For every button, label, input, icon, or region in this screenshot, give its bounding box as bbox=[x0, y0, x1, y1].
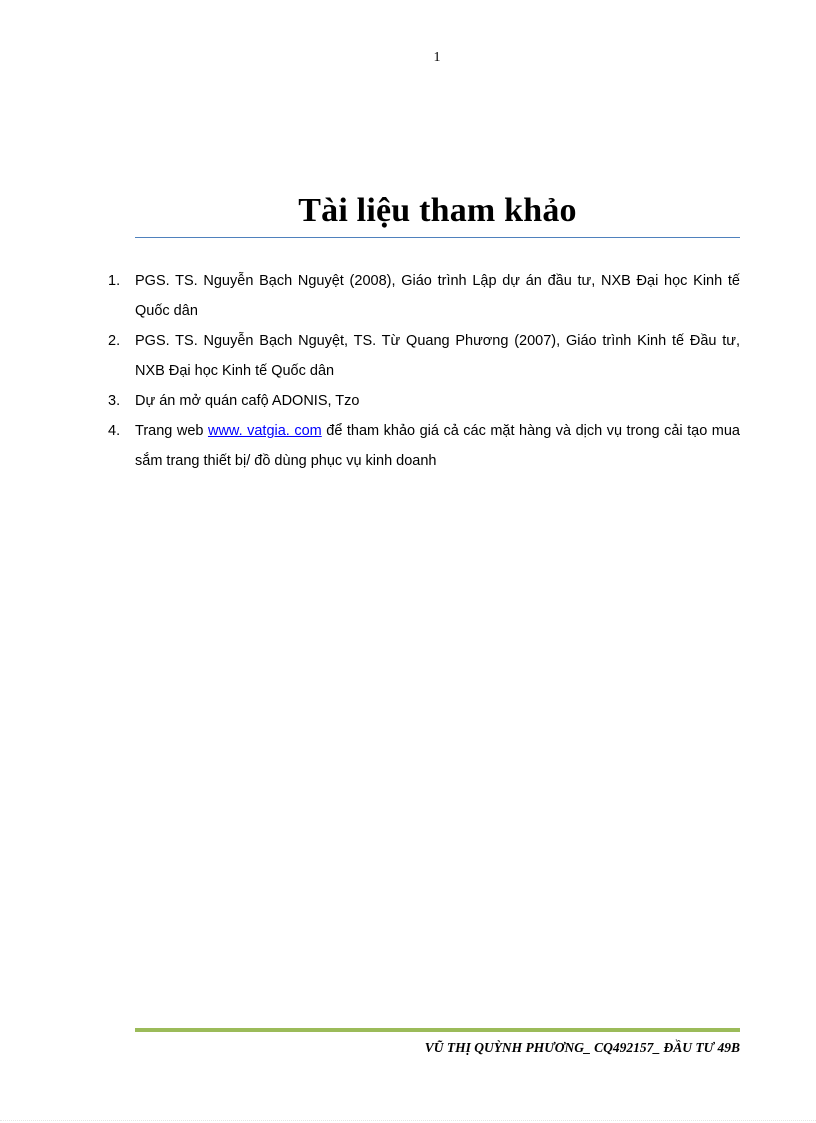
page-title: Tài liệu tham khảo bbox=[298, 192, 577, 229]
reference-text: PGS. TS. Nguyễn Bạch Nguyệt, TS. Từ Quang Phương (2007), Giáo trình Kinh tế Đầu tư, NXB Đại học Kinh tế Quốc dân bbox=[135, 333, 740, 379]
reference-item bbox=[108, 266, 740, 326]
reference-text: PGS. TS. Nguyễn Bạch Nguyệt (2008), Giáo trình Lập dự án đầu tư, NXB Đại học Kinh tế Quốc dân bbox=[135, 273, 740, 319]
reference-number: 2. bbox=[108, 333, 121, 349]
page-number: 1 bbox=[433, 50, 441, 65]
title-divider bbox=[135, 237, 740, 238]
reference-number: 1. bbox=[108, 273, 121, 289]
reference-list bbox=[108, 266, 740, 476]
footer-divider bbox=[135, 1028, 740, 1032]
reference-text: Dự án mở quán cafộ ADONIS, Tzo bbox=[135, 393, 360, 409]
page-bottom-edge bbox=[0, 1120, 816, 1121]
reference-text-after-link: để tham khảo giá cả các mặt hàng và dịch vụ trong cải tạo mua sắm trang thiết bị/ đồ dùng phục vụ kinh doanh bbox=[135, 423, 740, 469]
reference-item bbox=[108, 326, 740, 386]
reference-number: 3. bbox=[108, 393, 121, 409]
footer-author-line: VŨ THỊ QUỲNH PHƯƠNG_ CQ492157_ ĐẦU TƯ 49B bbox=[424, 1040, 740, 1055]
website-link[interactable]: www. vatgia. com bbox=[207, 423, 322, 439]
reference-text bbox=[135, 416, 740, 476]
reference-item bbox=[108, 416, 740, 476]
reference-text-before-link: Trang web bbox=[135, 423, 208, 439]
reference-item bbox=[108, 386, 740, 416]
reference-number: 4. bbox=[108, 423, 121, 439]
